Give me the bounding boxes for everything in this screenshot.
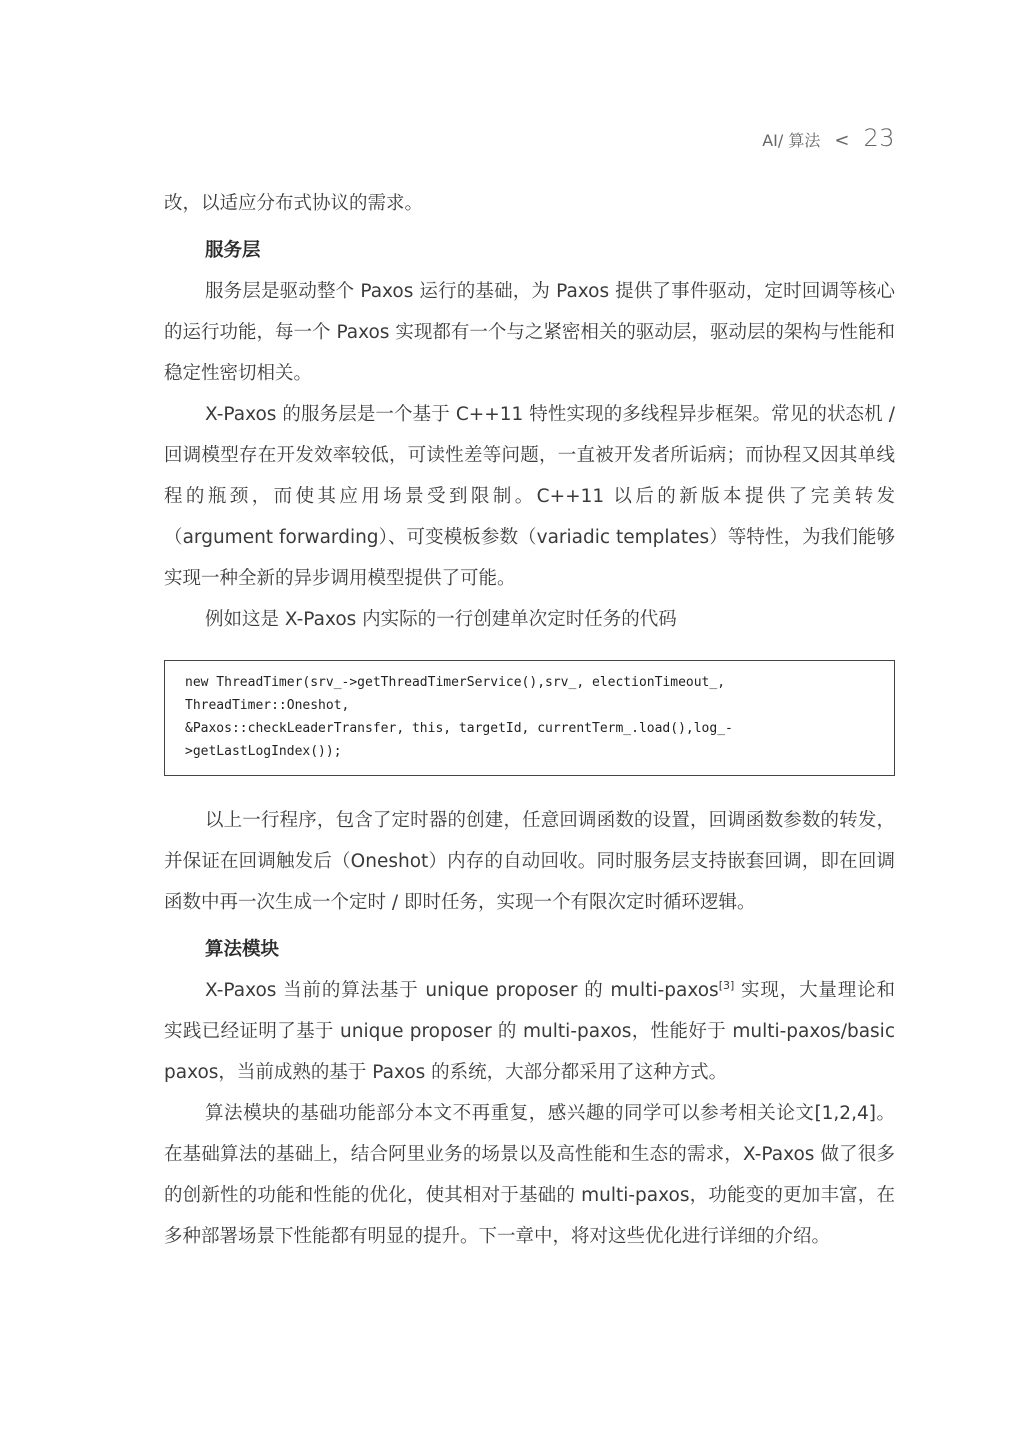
citation-ref: [3] <box>718 978 735 992</box>
paragraph-service-intro: 服务层是驱动整个 Paxos 运行的基础，为 Paxos 提供了事件驱动，定时回调等核心的运行功能，每一个 Paxos 实现都有一个与之紧密相关的驱动层，驱动层的架构与性能和稳定性密切相关。 <box>164 281 895 384</box>
heading-service-layer: 服务层 <box>205 240 261 261</box>
algorithm-text-start: X-Paxos 当前的算法基于 unique proposer 的 multi-paxos <box>205 980 719 1001</box>
algorithm-text-end: 实现，大量理论和实践已经证明了基于 unique proposer 的 multi-paxos，性能好于 multi-paxos/basic paxos，当前成熟的基于 Paxos 的系统，大部分都采用了这种方式。 <box>164 980 895 1083</box>
page-number: 23 <box>863 124 895 152</box>
page-content <box>164 183 895 1257</box>
paragraph-algorithm-basis <box>164 970 895 1093</box>
code-block <box>164 660 895 776</box>
header-section-title: AI/ 算法 <box>762 131 821 150</box>
paragraph-service-framework: X-Paxos 的服务层是一个基于 C++11 特性实现的多线程异步框架。常见的状态机 / 回调模型存在开发效率较低，可读性差等问题，一直被开发者所诟病；而协程又因其单线程的瓶颈，而使其应用场景受到限制。C++11 以后的新版本提供了完美转发（argument forwarding）、可变模板参数（variadic templates）等特性，为我们能够实现一种全新的异步调用模型提供了可能。 <box>164 404 895 589</box>
header-separator: < <box>834 130 850 151</box>
paragraph-code-explanation: 以上一行程序，包含了定时器的创建，任意回调函数的设置，回调函数参数的转发，并保证在回调触发后（Oneshot）内存的自动回收。同时服务层支持嵌套回调，即在回调函数中再一次生成一个定时 / 即时任务，实现一个有限次定时循环逻辑。 <box>164 810 895 913</box>
paragraph-code-intro: 例如这是 X-Paxos 内实际的一行创建单次定时任务的代码 <box>205 609 677 630</box>
paragraph-algorithm-optimization: 算法模块的基础功能部分本文不再重复，感兴趣的同学可以参考相关论文[1,2,4]。在基础算法的基础上，结合阿里业务的场景以及高性能和生态的需求，X-Paxos 做了很多的创新性的功能和性能的优化，使其相对于基础的 multi-paxos，功能变的更加丰富，在多种部署场景下性能都有明显的提升。下一章中，将对这些优化进行详细的介绍。 <box>164 1103 895 1247</box>
code-line: ThreadTimer::Oneshot, <box>185 698 350 713</box>
paragraph-continuation: 改，以适应分布式协议的需求。 <box>164 193 424 214</box>
code-line: new ThreadTimer(srv_->getThreadTimerService(),srv_, electionTimeout_, <box>185 675 726 690</box>
code-line: >getLastLogIndex()); <box>185 744 342 759</box>
code-line: &Paxos::checkLeaderTransfer, this, targetId, currentTerm_.load(),log_- <box>185 721 733 736</box>
heading-algorithm-module: 算法模块 <box>205 939 280 960</box>
running-header <box>762 124 895 152</box>
